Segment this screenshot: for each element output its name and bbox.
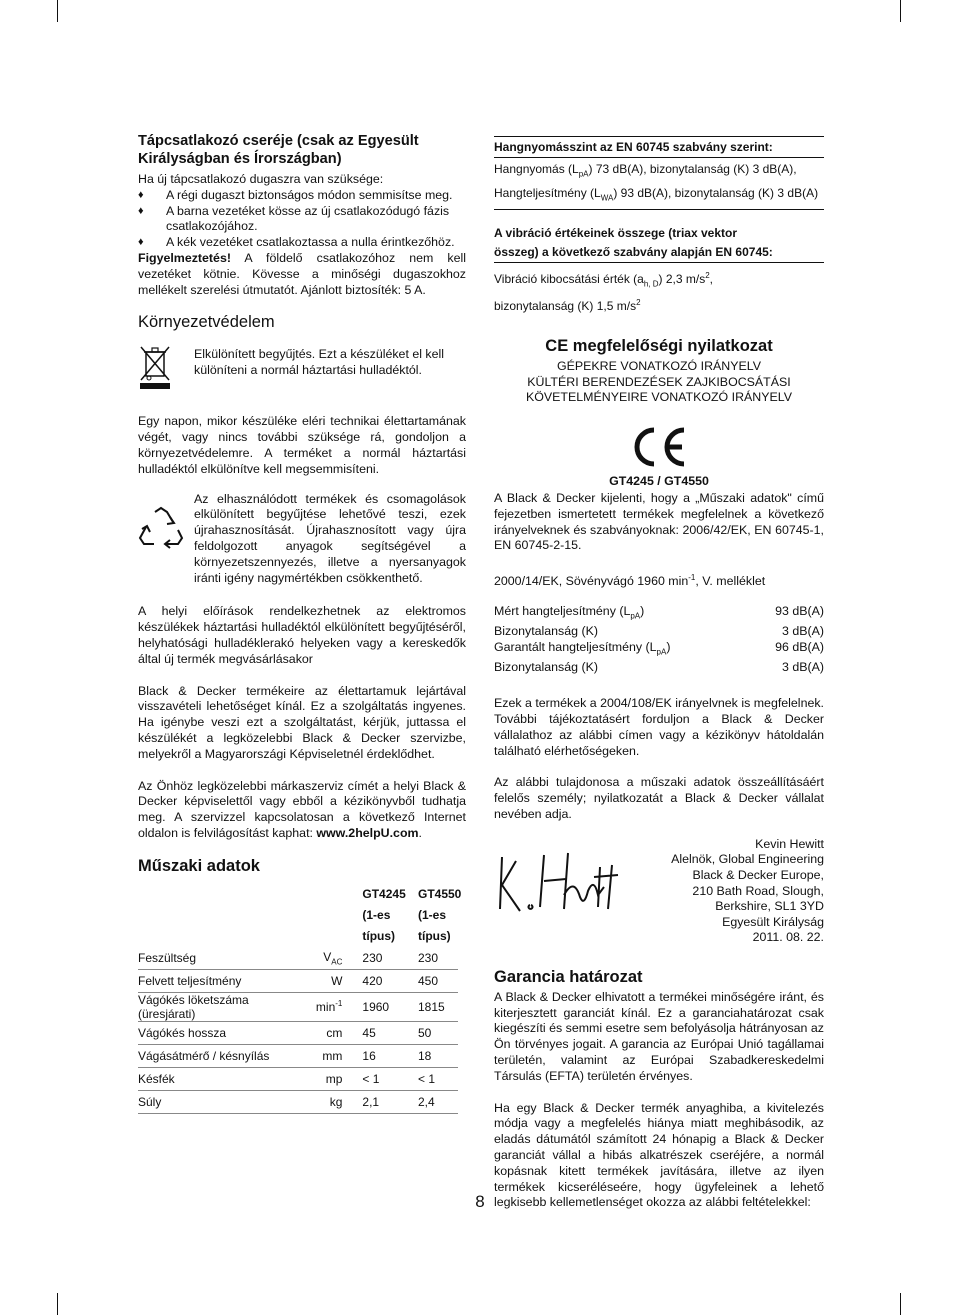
spec-value-gt4550: 18 [418, 1044, 458, 1067]
spec-value-gt4550: 1815 [418, 992, 458, 1021]
environment-paragraph-1: Egy napon, mikor készüléke eléri technikai élettartamának végét, vagy nincs további szüksége rá, gondoljon a környezetvédelemre. A terméket a normál háztartási hulladéktól elkülönítve kell megsemmisíteni. [138, 414, 466, 476]
service-url-link[interactable]: www.2helpU.com [316, 825, 419, 840]
vibration-line-2: bizonytalanság (K) 1,5 $m/s^2$ [494, 298, 641, 314]
ce-declaration-title: CE megfelelőségi nyilatkozat [545, 337, 773, 356]
guarantee-title: Garancia határozat [494, 967, 643, 986]
separate-collection-block [138, 344, 466, 394]
table-row [138, 947, 458, 970]
tech-data-table [138, 884, 462, 1114]
noise-line-1: Hangnyomás $(L_{pA})$ 73 dB(A), bizonytalanság (K) 3 dB(A), [494, 162, 797, 179]
warning-label: Figyelmeztetés! [138, 250, 231, 265]
spec-unit: kg [300, 1090, 351, 1113]
noise-block [494, 136, 824, 316]
crop-mark [900, 0, 901, 22]
vibration-line-1: Vibráció kibocsátási érték $(a_{h, D})$ 2,3 $m/s^2$, [494, 270, 714, 289]
list-item: ♦ A régi dugaszt biztonságos módon semmisítse meg. [138, 187, 453, 202]
spec-label: Felvett teljesítmény [138, 969, 300, 992]
spec-value-gt4550: 450 [418, 969, 458, 992]
right-column [494, 136, 824, 1211]
spec-unit: mp [300, 1067, 351, 1090]
spec-value-gt4245: 420 [350, 969, 418, 992]
spec-label: Késfék [138, 1067, 300, 1090]
spec-unit: mm [300, 1044, 351, 1067]
table-header-row [138, 884, 458, 947]
crop-mark [900, 1293, 901, 1315]
spec-value-gt4245: 2,1 [350, 1090, 418, 1113]
crop-mark [57, 1293, 58, 1315]
page-number: 8 [475, 1192, 485, 1211]
signature-block [494, 837, 824, 963]
ce-paragraph-4: Az alábbi tulajdonosa a műszaki adatok összeállításáért felelős személy; nyilatkozatát a Black & Decker vállalat nevében adja. [494, 775, 824, 821]
signer-details: Kevin Hewitt Alelnök, Global Engineering Black & Decker Europe, 210 Bath Road, Slough, Berkshire, SL1 3YD Egyesült Királyság 2011. 08. 22. [671, 836, 824, 945]
environment-paragraph-3: Black & Decker termékeire az élettartamuk lejártával visszavételi lehetőséget kínál. Ez a szolgáltatás ingyenes. Ha igénybe veszi ezt a szolgáltatást, kérjük, juttassa el készülékét a legközelebbi Black & Decker szervizbe, melyekről a Magyarországi Képviseletnél érdeklődhet. [138, 683, 466, 761]
vibration-title: A vibráció értékeinek összege (triax vektor összeg) a következő szabvány alapján EN 60745: [494, 225, 773, 259]
guarantee-paragraph-2: Ha egy Black & Decker termék anyaghiba, a kivitelezés módja vagy a megfelelés hiánya miatt meghibásodik, az eladás dátumától számított 24 hónapig a Black & Decker garanciát vállal a hibás alkatrészek cseréjére, a normál kopásnak kitett termékek javítására, illetve az ilyen termékek kicseréléseére, hogy ügyfeleinek a lehető legkisebb kellemetlenséget okozza az alábbi feltételekkel: [494, 1100, 824, 1210]
spec-value-gt4245: 230 [350, 947, 418, 970]
noise-title: Hangnyomásszint az EN 60745 szabvány szerint: [494, 140, 773, 154]
spec-label: Vágásátmérő / késnyílás [138, 1044, 300, 1067]
environment-title: Környezetvédelem [138, 313, 275, 332]
ce-paragraph-3: Ezek a termékek a 2004/108/EK irányelvnek is megfelelnek. További tájékoztatásért forduljon a Black & Decker vállalathoz az alábbi címen vagy a kézikönyv hátoldalán található elérhetőségeken. [494, 696, 824, 758]
signature [494, 847, 624, 922]
noise-line-2: Hangteljesítmény $(L_{WA})$ 93 dB(A), bizonytalanság (K) 3 dB(A) [494, 186, 819, 203]
spec-value-gt4550: < 1 [418, 1067, 458, 1090]
wheelie-bin-crossed-icon [138, 344, 194, 394]
table-row [138, 1067, 458, 1090]
spec-value-gt4245: 16 [350, 1044, 418, 1067]
ce-measurements [494, 604, 824, 676]
spec-unit: $\min^{-1}$ [300, 992, 351, 1021]
recycling-text: Az elhasználódott termékek és csomagolások elkülönített begyűjtése lehetővé teszi, ezek újrahasznosítását. Újrahasznosított vagy újra feldolgozott anyagok segítségével a környezetszennyezés, illetve a nyersanyagok iránti igény nagymértékben csökkenthető. [194, 491, 466, 585]
spec-value-gt4245: 1960 [350, 992, 418, 1021]
column-header-gt4550: GT4550 (1-es típus) [418, 886, 462, 943]
ce-paragraph-1: A Black & Decker kijelenti, hogy a „Műszaki adatok" című fejezetben ismertetett termékek megfelelnek a következő irányelveknek és szabványoknak: 2006/42/EK, EN 60745-1, EN 60745-2-15. [494, 490, 824, 553]
ce-paragraph-2: 2000/14/EK, Sövényvágó 1960 $\min^{-1}$, V. melléklet [494, 573, 766, 589]
crop-mark [57, 0, 58, 22]
measurement-row: Mért hangteljesítmény $(L_{pA})$ 93 dB(A) [494, 604, 824, 621]
left-column [138, 132, 466, 1114]
measurement-row: Bizonytalanság (K) 3 dB(A) [494, 660, 824, 675]
ce-directives: GÉPEKRE VONATKOZÓ IRÁNYELV KÜLTÉRI BERENDEZÉSEK ZAJKIBOCSÁTÁSI KÖVETELMÉNYEIRE VONATKOZÓ IRÁNYELV [526, 359, 792, 405]
spec-value-gt4245: 45 [350, 1021, 418, 1044]
plug-steps [138, 188, 466, 251]
measurement-row: Bizonytalanság (K) 3 dB(A) [494, 624, 824, 639]
list-item: ♦ A barna vezetéket kösse az új csatlakozódugó fázis csatlakozójához. [138, 203, 450, 234]
spec-label: Feszültség [138, 947, 300, 970]
table-row [138, 1090, 458, 1113]
spec-value-gt4550: 50 [418, 1021, 458, 1044]
table-row [138, 1021, 458, 1044]
plug-warning: Figyelmeztetés! A földelő csatlakozóhoz nem kell vezetéket kötnie. Kövesse a minőségi dugaszokhoz mellékelt szerelési útmutatót. Ajánlott biztosíték: 5 A. [138, 250, 466, 297]
spec-label: Súly [138, 1090, 300, 1113]
spec-value-gt4245: < 1 [350, 1067, 418, 1090]
table-row [138, 992, 458, 1021]
ce-models: GT4245 / GT4550 [609, 473, 709, 488]
ce-mark-logo [494, 426, 824, 468]
recycling-icon [138, 492, 194, 555]
recycling-block [138, 492, 466, 587]
spec-value-gt4550: 230 [418, 947, 458, 970]
rule [494, 209, 824, 210]
spec-unit: W [300, 969, 351, 992]
list-item: ♦ A kék vezetéket csatlakoztassa a nulla érintkezőhöz. [138, 235, 455, 250]
environment-paragraph-4: Az Önhöz legközelebbi márkaszerviz címét a helyi Black & Decker képviselettől vagy ebből a kézikönyvből tudhatja meg. A szervizzel kapcsolatosan a következő Internet oldalon is felvilágosítást kaphat: www.2helpU.com. [138, 778, 466, 840]
diamond-bullet-icon: ♦ [138, 236, 144, 249]
plug-section-title: Tápcsatlakozó cseréje (csak az Egyesült Királyságban és Írországban) [138, 133, 419, 167]
diamond-bullet-icon: ♦ [138, 188, 144, 201]
tech-data-title: Műszaki adatok [138, 856, 260, 875]
spec-unit: cm [300, 1021, 351, 1044]
plug-intro: Ha új tápcsatlakozó dugaszra van szüksége: [138, 172, 384, 186]
diamond-bullet-icon: ♦ [138, 204, 144, 217]
measurement-row: Garantált hangteljesítmény $(L_{pA})$ 96 dB(A) [494, 640, 824, 657]
column-header-gt4245: GT4245 (1-es típus) [362, 886, 406, 943]
table-row [138, 969, 458, 992]
spec-value-gt4550: 2,4 [418, 1090, 458, 1113]
spec-label: Vágókés hossza [138, 1021, 300, 1044]
environment-paragraph-2: A helyi előírások rendelkezhetnek az elektromos készülékek háztartási hulladéktól elkülönített begyűjtéséről, helyhatósági hulladéklerakó helyeken vagy a kereskedők által új termék megvásárlásakor [138, 604, 466, 666]
guarantee-paragraph-1: A Black & Decker elhivatott a termékei minőségére iránt, és kiterjesztett garanciát kínál. Ez a garanciahatározat csak kiegészíti és semmi esetre sem befolyásolja hátrányosan az Ön törvényes jogait. A garancia az Európai Unió tagállamai területén, valamint az Európai Szabadkereskedelmi Társulás (EFTA) területén érvényes. [494, 989, 824, 1083]
separate-collection-text: Elkülönített begyűjtés. Ezt a készüléket el kell különíteni a normál háztartási hulladéktól. [194, 347, 445, 378]
spec-label: Vágókés löketszáma (üresjárati) [138, 992, 300, 1021]
table-row [138, 1044, 458, 1067]
spec-unit: $V_{AC}$ [300, 947, 351, 970]
